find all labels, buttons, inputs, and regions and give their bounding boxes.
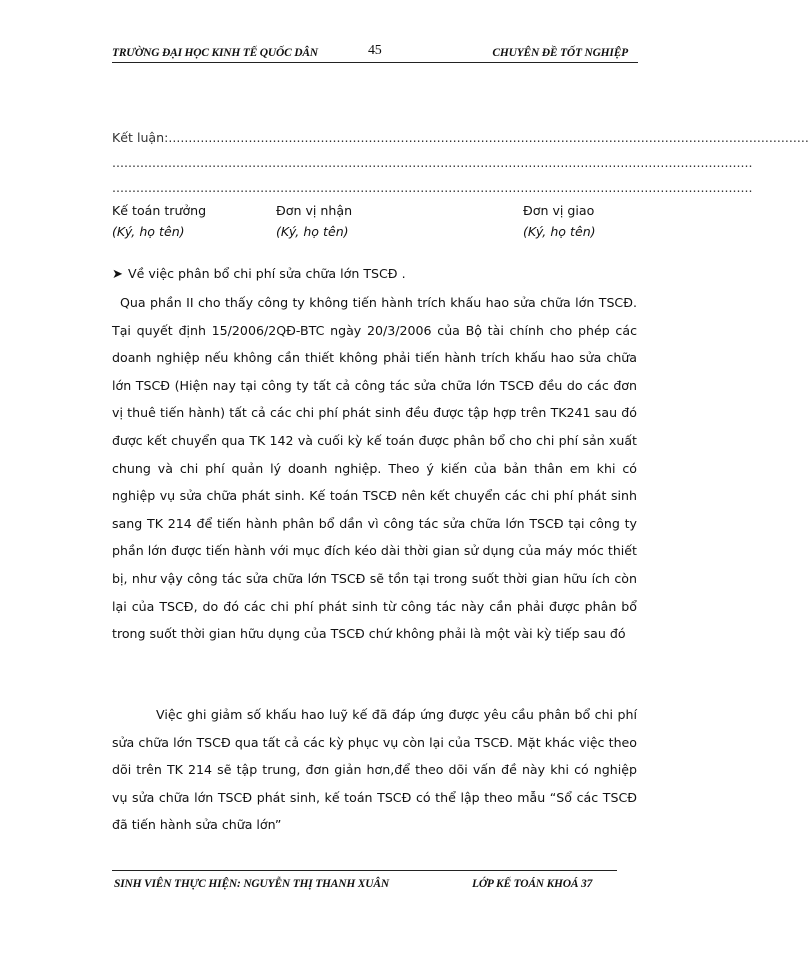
signature-receiving-unit	[276, 203, 352, 239]
paragraph-2: Việc ghi giảm số khấu hao luỹ kế đã đáp ứng được yêu cầu phân bổ chi phí sửa chữa lớn TSCĐ qua tất cả các kỳ phục vụ còn lại của TSCĐ. Mặt khác việc theo dõi trên TK 214 sẽ tập trung, đơn giản hơn,để theo dõi vấn đề này khi có nghiệp vụ sửa chữa lớn TSCĐ phát sinh, kế toán TSCĐ có thể lập theo mẫu “Sổ các TSCĐ đã tiến hành sửa chữa lớn”	[112, 707, 637, 833]
footer-class: LỚP KẾ TOÁN KHOÁ 37	[472, 878, 593, 890]
signature-title: Đơn vị giao	[523, 203, 595, 218]
signature-title: Đơn vị nhận	[276, 203, 353, 218]
conclusion-label: Kết luận:	[112, 130, 169, 145]
footer-student: SINH VIÊN THỰC HIỆN: NGUYỄN THỊ THANH XUÂN	[114, 878, 389, 890]
signature-title: Kế toán trưởng	[112, 203, 207, 218]
section-heading-text: Về việc phân bổ chi phí sửa chữa lớn TSCĐ .	[128, 266, 406, 281]
conclusion-dots-3: ................................................................................................................................................................	[112, 180, 753, 195]
arrow-bullet-icon: ➤	[112, 267, 123, 282]
section-heading	[112, 266, 406, 282]
signature-note: (Ký, họ tên)	[276, 224, 349, 239]
conclusion-line-3	[112, 180, 753, 195]
paragraph-1: Qua phần II cho thấy công ty không tiến hành trích khấu hao sửa chữa lớn TSCĐ. Tại quyết định 15/2006/2QĐ-BTC ngày 20/3/2006 của Bộ tài chính cho phép các doanh nghiệp nếu không cần thiết không phải tiến hành trích khấu hao sửa chữa lớn TSCĐ (Hiện nay tại công ty tất cả công tác sửa chữa lớn TSCĐ đều do các đơn vị thuê tiến hành) tất cả các chi phí phát sinh đều được tập hợp trên TK241 sau đó được kết chuyển qua TK 142 và cuối kỳ kế toán được phân bổ cho chi phí sản xuất chung và chi phí quản lý doanh nghiệp. Theo ý kiến của bản thân em khi có nghiệp vụ sửa chữa phát sinh. Kế toán TSCĐ nên kết chuyển các chi phí phát sinh sang TK 214 để tiến hành phân bổ dần vì công tác sửa chữa lớn TSCĐ tại công ty phần lớn được tiến hành với mục đích kéo dài thời gian sử dụng của máy móc thiết bị, như vậy công tác sửa chữa lớn TSCĐ sẽ tồn tại trong suốt thời gian hữu ích còn lại của TSCĐ, do đó các chi phí phát sinh từ công tác này cần phải được phân bổ trong suốt thời gian hữu dụng của TSCĐ chứ không phải là một vài kỳ tiếp sau đó	[112, 295, 637, 642]
header-topic: CHUYÊN ĐỀ TỐT NGHIỆP	[492, 47, 628, 59]
footer-rule	[112, 870, 617, 871]
signature-note: (Ký, họ tên)	[112, 224, 185, 239]
conclusion-line-2	[112, 155, 753, 170]
page-header	[112, 44, 638, 63]
conclusion-line-1	[112, 130, 809, 145]
signature-note: (Ký, họ tên)	[523, 224, 596, 239]
page-number: 45	[368, 43, 382, 58]
conclusion-dots-1: ................................................................................................................................................................	[168, 130, 809, 145]
conclusion-dots-2: ................................................................................................................................................................	[112, 155, 753, 170]
signature-chief-accountant	[112, 203, 206, 239]
header-school: TRƯỜNG ĐẠI HỌC KINH TẾ QUỐC DÂN	[112, 47, 318, 59]
signature-delivering-unit	[523, 203, 596, 239]
